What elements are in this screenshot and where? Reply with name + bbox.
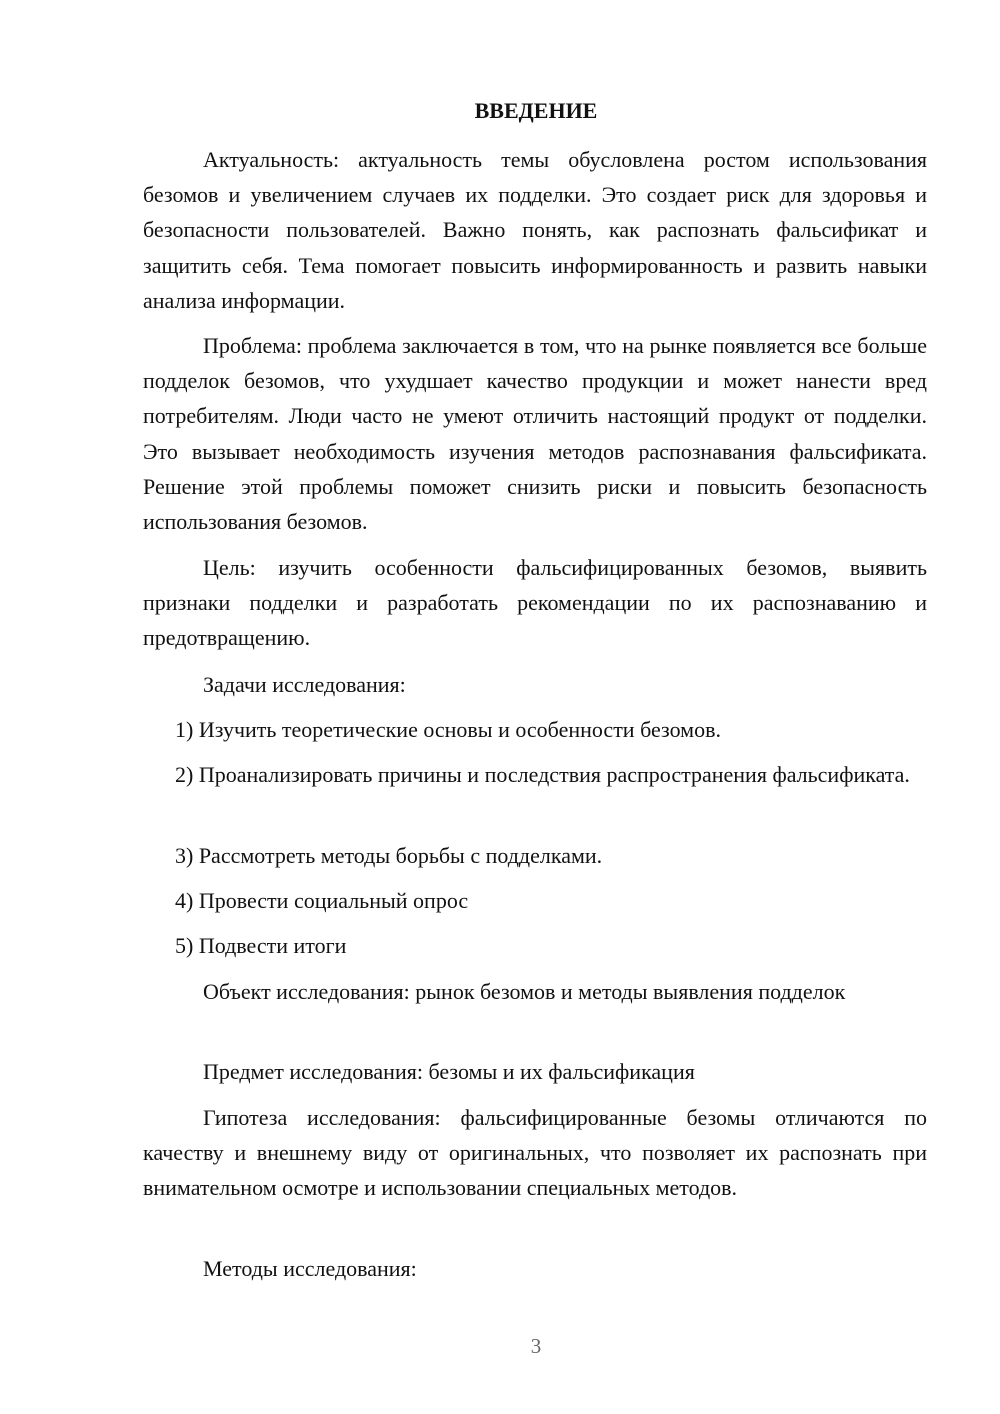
problem-paragraph: Проблема: проблема заключается в том, что на рынке появляется все больше подделок безомов, что ухудшает качество продукции и может нанести вред потребителям. Люди часто не умеют отличить настоящий продукт от подделки. Это вызывает необходимость изучения методов распознавания фальсификата. Решение этой проблемы поможет снизить риски и повысить безопасность использования безомов. [143, 333, 927, 535]
task-item-3: 3) Рассмотреть методы борьбы с подделками. [175, 843, 603, 868]
task-item-1: 1) Изучить теоретические основы и особенности безомов. [175, 717, 721, 742]
methods-paragraph: Методы исследования: [203, 1256, 417, 1281]
object-paragraph: Объект исследования: рынок безомов и методы выявления подделок [203, 979, 846, 1004]
relevance-paragraph: Актуальность: актуальность темы обусловлена ростом использования безомов и увеличением случаев их подделки. Это создает риск для здоровья и безопасности пользователей. Важно понять, как распознать фальсификат и защитить себя. Тема помогает повысить информированность и развить навыки анализа информации. [143, 147, 927, 313]
hypothesis-paragraph: Гипотеза исследования: фальсифицированные безомы отличаются по качеству и внешнему виду от оригинальных, что позволяет их распознать при внимательном осмотре и использовании специальных методов. [143, 1105, 927, 1201]
tasks-heading: Задачи исследования: [203, 672, 406, 697]
goal-paragraph: Цель: изучить особенности фальсифицированных безомов, выявить признаки подделки и разработать рекомендации по их распознаванию и предотвращению. [143, 555, 927, 651]
page-heading: ВВЕДЕНИЕ [474, 98, 598, 123]
subject-paragraph: Предмет исследования: безомы и их фальсификация [203, 1059, 695, 1084]
task-item-2: 2) Проанализировать причины и последствия распространения фальсификата. [175, 762, 910, 787]
task-item-4: 4) Провести социальный опрос [175, 888, 469, 913]
task-item-5: 5) Подвести итоги [175, 933, 347, 958]
page-number: 3 [530, 1334, 542, 1358]
